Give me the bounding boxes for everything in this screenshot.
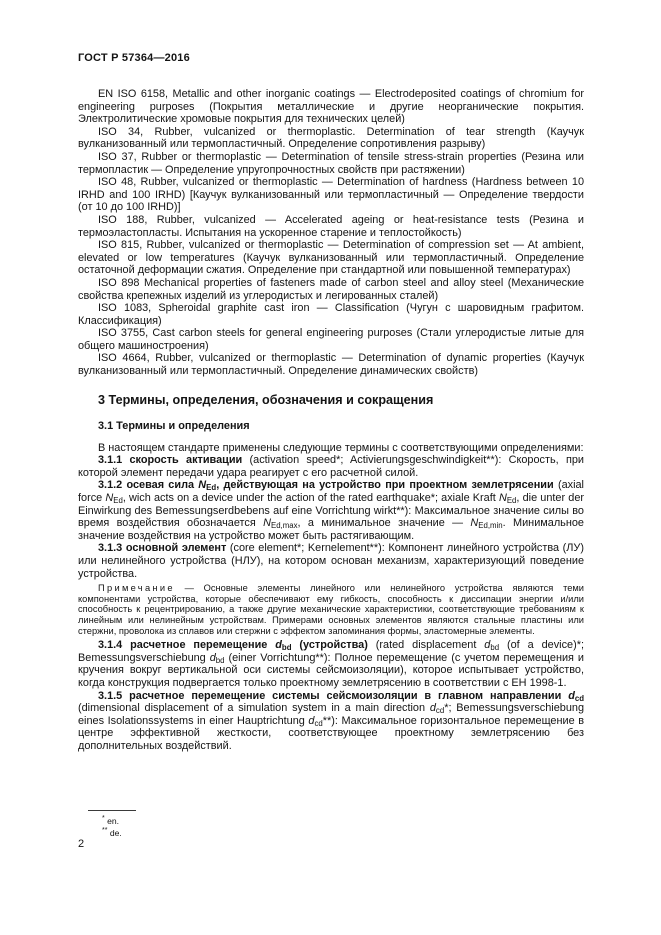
text-run: d <box>275 639 282 652</box>
text-run: cd <box>574 693 584 703</box>
text-run: , действующая на устройство при проектном землетрясении <box>216 479 554 492</box>
footnote-item <box>102 814 136 826</box>
document-content <box>78 88 584 753</box>
paragraph <box>78 88 584 126</box>
text-run: **): Максимальное горизонтальное перемещение в центре эффективной жесткости, соответствующее проектному землетрясению без дополнительных воздействий. <box>78 714 585 752</box>
text-run: 3.1.3 основной элемент <box>98 542 227 555</box>
footnote-rule <box>88 810 136 811</box>
text-run: (axial force <box>78 479 584 505</box>
paragraph <box>78 690 584 753</box>
paragraph <box>78 327 584 352</box>
text-run: . Минимальное значение воздействия на устройство может быть растягивающим. <box>78 517 584 542</box>
text-run: , а минимальное значение — <box>297 517 471 530</box>
text-run: d <box>484 639 491 652</box>
paragraph <box>78 454 584 479</box>
text-run: (rated displacement <box>367 639 485 652</box>
text-run: Ed <box>206 483 217 493</box>
paragraph <box>78 151 584 176</box>
text-run: Ed <box>113 496 123 506</box>
text-run: 3.1.2 осевая сила <box>98 479 199 492</box>
text-run: d <box>209 651 216 664</box>
paragraph <box>78 126 584 151</box>
text-run: (dimensional displacement of a simulation system in a main direction <box>78 702 430 715</box>
page-number: 2 <box>78 838 85 850</box>
text-run: — Основные элементы линейного или нелинейного устройства являются теми компонентами устройства, которые обеспечивают ему гибкость, способность к диссипации энергии и/или способность к рецентрированию, а также другие механические характеристики, соответствующие требованиям к линейным или нелинейным устройствам. Примерами основных элементов являются стальные пластины или стержни, проволока из сплавов или стержни с эффектом запоминания формы, эластомерные элементы. <box>78 583 584 636</box>
text-run: N <box>470 517 479 530</box>
text-run: N <box>498 492 507 505</box>
paragraph <box>78 479 584 542</box>
paragraph <box>78 176 584 214</box>
text-run: ISO 815, Rubber, vulcanized or thermoplastic — Determination of compression set — At ambient, elevated or low temperatures (Каучук вулканизованный или термопластичный. Определение остаточной деформации сжатия. Определение при стандартной или повышенной температурах) <box>78 239 584 277</box>
text-run: ISO 898 Mechanical properties of fasteners made of carbon steel and alloy steel (Механические свойства крепежных изделий из углеродистых и легированных сталей) <box>78 276 584 302</box>
text-run: , die unter der Einwirkung des Bemessungserdbebens auf eine Vorrichtung wirkt**): Максимальное значение силы во время воздействия обозначается <box>78 492 585 530</box>
text-run: 3.1.5 расчетное перемещение системы сейсмоизоляции в главном направлении <box>98 689 569 702</box>
text-run: (einer Vorrichtung**): Полное перемещение (с учетом перемещения и кручения вокруг вертикальной оси системы сейсмоизоляции), которое испытывает устройство, когда конструкция подвергается только проектному землетрясению в соответствии с ЕН 1998-1. <box>78 651 584 689</box>
text-run: bd <box>490 643 500 653</box>
text-run: Ed,min <box>478 521 503 531</box>
text-run: , wich acts on a device under the action of the rated earthquake*; axiale Kraft <box>122 492 499 505</box>
text-run: (activation speed*; Activierungsgeschwindigkeit**): Скорость, при которой элемент передачи удара реагирует с его расчетной силой. <box>78 454 584 479</box>
text-run: Ed <box>506 496 517 506</box>
text-run: ISO 188, Rubber, vulcanized — Accelerated ageing or heat-resistance tests (Резина и термоэластопласты. Испытания на ускоренное старение и теплостойкость) <box>78 213 584 239</box>
text-run: N <box>198 479 207 492</box>
subsection-heading: 3.1 Термины и определения <box>98 419 250 432</box>
text-run: bd <box>215 655 225 665</box>
text-run: (core element*; Kernelement**): Компонент линейного устройства (ЛУ) или нелинейного устройства (НЛУ), на котором основан механизм, характеризующий поведение устройства. <box>78 542 584 580</box>
footnote-marker: ** <box>102 827 108 835</box>
paragraph <box>78 639 584 689</box>
footnote-marker: * <box>102 815 105 822</box>
text-run: cd <box>314 718 323 728</box>
text-run: В настоящем стандарте применены следующие термины с соответствующими определениями: <box>98 441 584 454</box>
text-run: cd <box>435 706 445 716</box>
paragraph <box>78 352 584 377</box>
paragraph <box>78 302 584 327</box>
footnote-area <box>78 810 136 839</box>
text-run: 3.1.4 расчетное перемещение <box>98 639 276 652</box>
paragraph <box>78 277 584 302</box>
text-run: bd <box>281 643 292 653</box>
text-run: d <box>429 702 436 715</box>
text-run: *; Bemessungsverschiebung eines Isolationssystems in einer Hauptrichtung <box>78 702 585 727</box>
paragraph <box>78 214 584 239</box>
footnote-item <box>102 826 136 838</box>
paragraph <box>78 542 584 580</box>
text-run: ISO 1083, Spheroidal graphite cast iron — Classification (Чугун с шаровидным графитом. Классификация) <box>78 302 584 327</box>
text-run: ISO 37, Rubber or thermoplastic — Determination of tensile stress-strain properties (Резина или термопластик — Определение упругопрочностных свойств при растяжении) <box>78 150 584 176</box>
text-run: d <box>568 689 575 702</box>
footnote-text: de. <box>109 828 122 839</box>
text-run: Примечание <box>98 583 175 594</box>
text-run: N <box>105 492 114 505</box>
text-run: ISO 3755, Cast carbon steels for general engineering purposes (Стали углеродистые литые для общего машиностроения) <box>78 327 584 352</box>
text-run: Ed,max <box>270 521 298 531</box>
note-paragraph <box>78 583 584 636</box>
text-run: ISO 48, Rubber, vulcanized or thermoplastic — Determination of hardness (Hardness between 10 IRHD and 100 IRHD) [Каучук вулканизованный или термопластичный — Определение твердости (от 10 до 100 IRHD)] <box>78 176 584 214</box>
footnote-text: en. <box>107 815 120 826</box>
text-run: ISO 4664, Rubber, vulcanized or thermoplastic — Determination of dynamic properties (Каучук вулканизованный или термопластичный. Определение динамических свойств) <box>78 352 584 378</box>
paragraph <box>78 442 584 455</box>
section-heading: 3 Термины, определения, обозначения и сокращения <box>98 392 434 407</box>
running-header: ГОСТ Р 57364—2016 <box>78 52 190 64</box>
paragraph <box>78 239 584 277</box>
text-run: 3.1.1 скорость активации <box>98 454 243 467</box>
text-run: N <box>263 517 271 530</box>
text-run: (of a device)*; Bemessungsverschiebung <box>78 639 584 664</box>
text-run: ISO 34, Rubber, vulcanized or thermoplastic. Determination of tear strength (Каучук вулканизованный или термопластичный. Определение сопротивления разрыву) <box>78 125 584 151</box>
text-run: (устройства) <box>291 639 368 652</box>
text-run: EN ISO 6158, Metallic and other inorganic coatings — Electrodeposited coatings of chromium for engineering purposes (Покрытия металлические и другие неорганические покрытия. Электролитические хромовые покрытия для технических целей) <box>78 88 584 126</box>
text-run: d <box>308 714 315 727</box>
